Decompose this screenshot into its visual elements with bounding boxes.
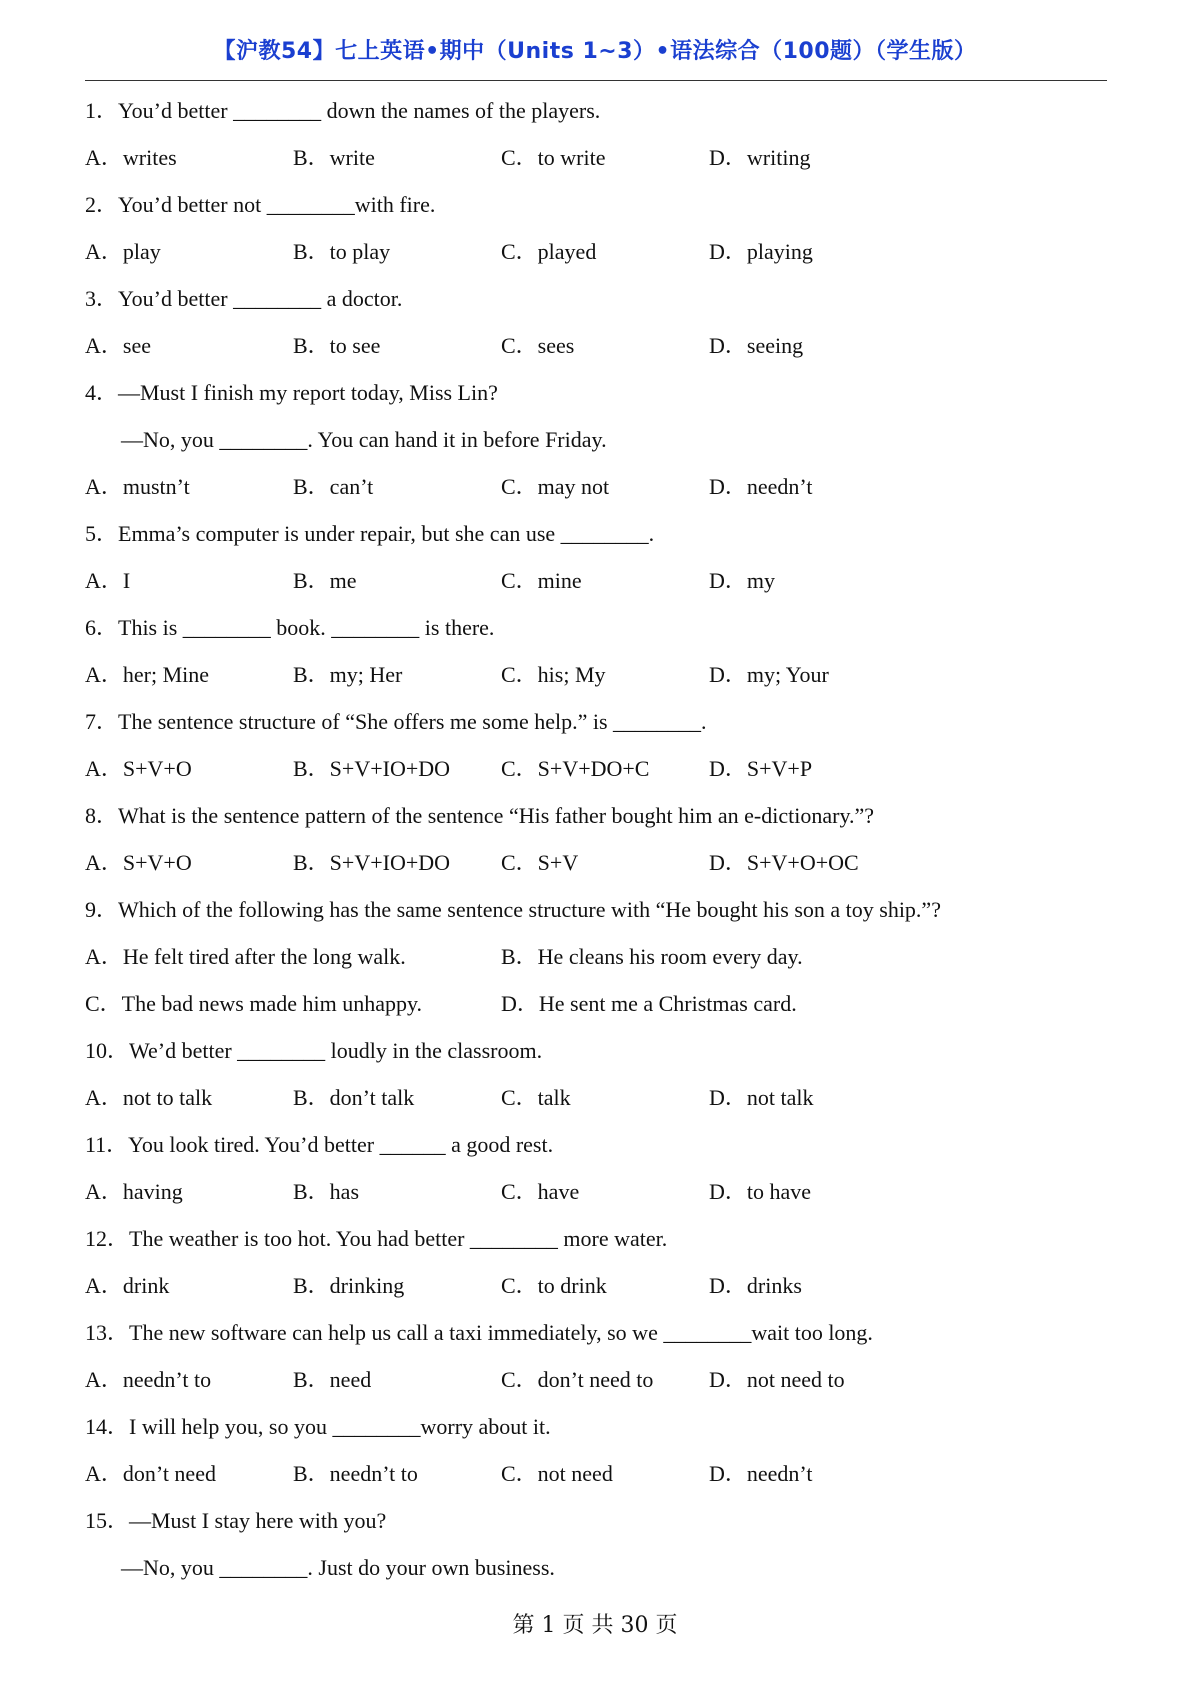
option-d: D．writing xyxy=(709,145,811,170)
option-b: B．has xyxy=(293,1179,360,1204)
question-stem: 10．We’d better ________ loudly in the classroom. xyxy=(85,1038,543,1063)
question-stem: 13．The new software can help us call a taxi immediately, so we ________wait too long. xyxy=(85,1320,873,1345)
option-d: D．S+V+O+OC xyxy=(709,850,859,875)
question-stem: 3．You’d better ________ a doctor. xyxy=(85,286,403,311)
question-stem: 6．This is ________ book. ________ is there. xyxy=(85,615,495,640)
option-d: D．playing xyxy=(709,239,813,264)
option-b: B．needn’t to xyxy=(293,1461,418,1486)
option-b: B．write xyxy=(293,145,375,170)
option-a: A．having xyxy=(85,1179,183,1204)
option-c: C．mine xyxy=(501,568,582,593)
option-row xyxy=(85,1175,1115,1222)
option-c: C．not need xyxy=(501,1461,613,1486)
option-a: A．mustn’t xyxy=(85,474,190,499)
option-c: C．S+V xyxy=(501,850,579,875)
option-a: A．needn’t to xyxy=(85,1367,212,1392)
question-stem: 1．You’d better ________ down the names of the players. xyxy=(85,98,601,123)
option-d: D．seeing xyxy=(709,333,804,358)
option-d: D．drinks xyxy=(709,1273,802,1298)
option-row xyxy=(85,564,1115,611)
option-b: B．He cleans his room every day. xyxy=(501,944,803,969)
option-d: D．He sent me a Christmas card. xyxy=(501,991,797,1016)
question-stem: 15．—Must I stay here with you? xyxy=(85,1508,387,1533)
option-c: C．talk xyxy=(501,1085,571,1110)
option-a: A．writes xyxy=(85,145,177,170)
option-d: D．not need to xyxy=(709,1367,845,1392)
option-row xyxy=(85,329,1115,376)
option-c: C．played xyxy=(501,239,597,264)
question-list xyxy=(85,94,1115,1598)
question-stem: 7．The sentence structure of “She offers me some help.” is ________. xyxy=(85,709,707,734)
option-d: D．my; Your xyxy=(709,662,829,687)
question-stem-continued: —No, you ________. Just do your own business. xyxy=(121,1555,555,1580)
option-row xyxy=(85,1457,1115,1504)
option-c: C．may not xyxy=(501,474,610,499)
option-row xyxy=(85,658,1115,705)
option-row xyxy=(85,470,1115,517)
option-a: A．play xyxy=(85,239,161,264)
option-a: A．see xyxy=(85,333,151,358)
option-a: A．He felt tired after the long walk. xyxy=(85,944,406,969)
option-row xyxy=(85,1363,1115,1410)
option-b: B．me xyxy=(293,568,357,593)
question-stem: 8．What is the sentence pattern of the sentence “His father bought him an e-dictionary.”? xyxy=(85,803,875,828)
option-a: A．I xyxy=(85,568,131,593)
question-stem-continued: —No, you ________. You can hand it in before Friday. xyxy=(121,427,607,452)
option-row xyxy=(85,141,1115,188)
option-c: C．to drink xyxy=(501,1273,607,1298)
option-b: B．can’t xyxy=(293,474,374,499)
option-c: C．have xyxy=(501,1179,580,1204)
question-stem: 14．I will help you, so you ________worry about it. xyxy=(85,1414,551,1439)
option-b: B．S+V+IO+DO xyxy=(293,850,451,875)
page-number: 第 1 页 共 30 页 xyxy=(512,1613,678,1638)
question-stem: 4．—Must I finish my report today, Miss Lin? xyxy=(85,380,498,405)
option-a: A．her; Mine xyxy=(85,662,210,687)
option-d: D．S+V+P xyxy=(709,756,813,781)
question-stem: 2．You’d better not ________with fire. xyxy=(85,192,436,217)
option-b: B．S+V+IO+DO xyxy=(293,756,451,781)
option-a: A．S+V+O xyxy=(85,850,192,875)
option-row xyxy=(85,752,1115,799)
question-stem: 12．The weather is too hot. You had better ________ more water. xyxy=(85,1226,668,1251)
option-a: A．not to talk xyxy=(85,1085,213,1110)
option-row xyxy=(85,987,1115,1034)
page-header-title: 【沪教54】七上英语•期中（Units 1~3）•语法综合（100题）（学生版） xyxy=(213,39,977,64)
option-c: C．to write xyxy=(501,145,606,170)
option-b: B．my; Her xyxy=(293,662,403,687)
question-stem: 5．Emma’s computer is under repair, but she can use ________. xyxy=(85,521,655,546)
option-b: B．to play xyxy=(293,239,391,264)
option-a: A．don’t need xyxy=(85,1461,216,1486)
option-b: B．need xyxy=(293,1367,372,1392)
option-d: D．to have xyxy=(709,1179,812,1204)
option-c: C．sees xyxy=(501,333,575,358)
option-b: B．to see xyxy=(293,333,381,358)
question-stem: 11．You look tired. You’d better ______ a good rest. xyxy=(85,1132,554,1157)
option-d: D．needn’t xyxy=(709,474,813,499)
option-row xyxy=(85,846,1115,893)
option-row xyxy=(85,940,1115,987)
option-c: C．his; My xyxy=(501,662,606,687)
option-b: B．don’t talk xyxy=(293,1085,415,1110)
header-divider xyxy=(85,80,1107,81)
option-row xyxy=(85,1081,1115,1128)
question-stem: 9．Which of the following has the same sentence structure with “He bought his son a toy ship.”? xyxy=(85,897,941,922)
option-d: D．my xyxy=(709,568,776,593)
option-c: C．S+V+DO+C xyxy=(501,756,650,781)
option-d: D．not talk xyxy=(709,1085,814,1110)
option-c: C．don’t need to xyxy=(501,1367,654,1392)
option-row xyxy=(85,235,1115,282)
option-d: D．needn’t xyxy=(709,1461,813,1486)
option-a: A．S+V+O xyxy=(85,756,192,781)
option-b: B．drinking xyxy=(293,1273,405,1298)
option-c: C．The bad news made him unhappy. xyxy=(85,991,423,1016)
option-a: A．drink xyxy=(85,1273,170,1298)
option-row xyxy=(85,1269,1115,1316)
